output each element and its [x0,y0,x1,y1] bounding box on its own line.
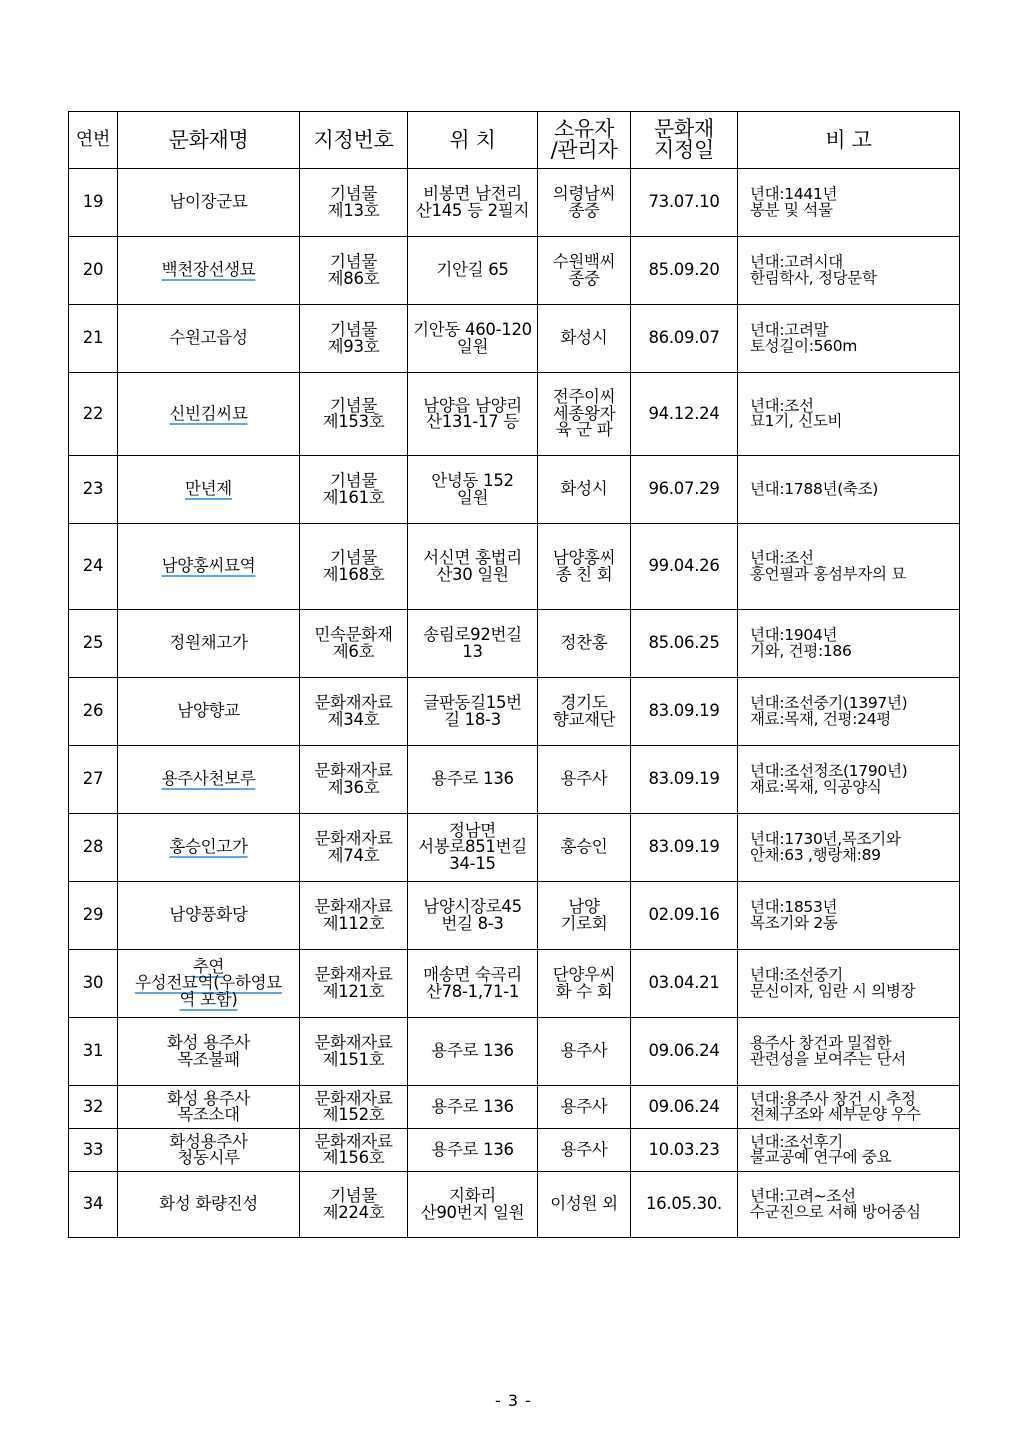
name-cell [118,373,300,456]
name-cell [118,814,300,882]
table-header-row [69,112,960,169]
date-cell: 83.09.19 [631,746,738,814]
header-serial: 연번 [69,112,118,169]
owner-cell: 전주이씨 세종왕자 육 군 파 [538,373,631,456]
heritage-name-link[interactable]: 홍승인고가 [169,837,248,857]
header-designation: 지정번호 [300,112,408,169]
date-cell: 83.09.19 [631,814,738,882]
date-cell: 10.03.23 [631,1129,738,1172]
note-cell: 년대:1788년(축조) [738,456,960,524]
note-cell: 년대:고려시대 한림학사, 정당문학 [738,237,960,305]
note-cell: 년대:조선 묘1기, 신도비 [738,373,960,456]
designation-cell: 기념물 제153호 [300,373,408,456]
location-cell: 비봉면 남전리 산145 등 2필지 [408,169,538,237]
table-row [69,169,960,237]
date-cell: 83.09.19 [631,678,738,746]
designation-cell: 문화재자료 제152호 [300,1086,408,1129]
name-cell: 수원고읍성 [118,305,300,373]
designation-cell: 문화재자료 제151호 [300,1018,408,1086]
date-cell: 94.12.24 [631,373,738,456]
owner-cell: 용주사 [538,746,631,814]
note-cell: 년대:용주사 창건 시 추정 전체구조와 세부문양 우수 [738,1086,960,1129]
designation-cell: 기념물 제224호 [300,1172,408,1238]
owner-cell: 홍승인 [538,814,631,882]
designation-cell: 문화재자료 제34호 [300,678,408,746]
serial-cell: 24 [69,524,118,610]
location-cell: 서신면 홍법리 산30 일원 [408,524,538,610]
serial-cell: 34 [69,1172,118,1238]
location-cell: 지화리 산90번지 일원 [408,1172,538,1238]
name-cell [118,524,300,610]
note-cell: 년대:고려말 토성길이:560m [738,305,960,373]
serial-cell: 19 [69,169,118,237]
date-cell: 85.06.25 [631,610,738,678]
header-owner: 소유자 /관리자 [538,112,631,169]
date-cell: 16.05.30. [631,1172,738,1238]
note-cell: 년대:1853년 목조기와 2동 [738,882,960,950]
date-cell: 96.07.29 [631,456,738,524]
designation-cell: 문화재자료 제156호 [300,1129,408,1172]
designation-cell: 기념물 제86호 [300,237,408,305]
serial-cell: 26 [69,678,118,746]
owner-cell: 용주사 [538,1129,631,1172]
name-cell: 화성 용주사 목조소대 [118,1086,300,1129]
date-cell: 73.07.10 [631,169,738,237]
location-cell: 용주로 136 [408,746,538,814]
owner-cell: 정찬홍 [538,610,631,678]
date-cell: 02.09.16 [631,882,738,950]
owner-cell: 의령남씨 종중 [538,169,631,237]
location-cell: 용주로 136 [408,1086,538,1129]
designation-cell: 문화재자료 제112호 [300,882,408,950]
table-row [69,882,960,950]
name-cell [118,237,300,305]
serial-cell: 21 [69,305,118,373]
table-row [69,1086,960,1129]
name-cell: 남양향교 [118,678,300,746]
location-cell: 기안동 460-120 일원 [408,305,538,373]
note-cell: 년대:1904년 기와, 건평:186 [738,610,960,678]
location-cell: 송림로92번길 13 [408,610,538,678]
heritage-table [68,111,960,1238]
location-cell: 기안길 65 [408,237,538,305]
owner-cell: 수원백씨 종중 [538,237,631,305]
date-cell: 85.09.20 [631,237,738,305]
location-cell: 매송면 숙곡리 산78-1,71-1 [408,950,538,1018]
date-cell: 99.04.26 [631,524,738,610]
serial-cell: 31 [69,1018,118,1086]
note-cell: 년대:조선 홍언필과 홍섬부자의 묘 [738,524,960,610]
table-row [69,373,960,456]
heritage-name-link[interactable]: 용주사천보루 [161,769,256,789]
serial-cell: 23 [69,456,118,524]
name-cell: 화성용주사 청동시루 [118,1129,300,1172]
serial-cell: 28 [69,814,118,882]
owner-cell: 화성시 [538,305,631,373]
owner-cell: 단양우씨 화 수 회 [538,950,631,1018]
owner-cell: 경기도 향교재단 [538,678,631,746]
note-cell: 년대:고려~조선 수군진으로 서해 방어중심 [738,1172,960,1238]
note-cell: 년대:1730년,목조기와 안채:63 ,행랑채:89 [738,814,960,882]
serial-cell: 30 [69,950,118,1018]
table-row [69,610,960,678]
table-row [69,524,960,610]
serial-cell: 27 [69,746,118,814]
name-cell: 화성 용주사 목조불패 [118,1018,300,1086]
serial-cell: 22 [69,373,118,456]
serial-cell: 33 [69,1129,118,1172]
location-cell: 안녕동 152 일원 [408,456,538,524]
table-row [69,305,960,373]
location-cell: 남양읍 남양리 산131-17 등 [408,373,538,456]
date-cell: 09.06.24 [631,1086,738,1129]
table-row [69,950,960,1018]
designation-cell: 기념물 제161호 [300,456,408,524]
designation-cell: 기념물 제93호 [300,305,408,373]
designation-cell: 기념물 제168호 [300,524,408,610]
heritage-name-link[interactable]: 추연 우성전묘역(우하영묘 역 포함) [135,956,282,1009]
owner-cell: 남양홍씨 종 친 회 [538,524,631,610]
note-cell: 용주사 창건과 밀접한 관련성을 보여주는 단서 [738,1018,960,1086]
header-name: 문화재명 [118,112,300,169]
owner-cell: 용주사 [538,1086,631,1129]
name-cell: 정원채고가 [118,610,300,678]
heritage-name-link[interactable]: 남양홍씨묘역 [161,556,256,576]
location-cell: 남양시장로45 번길 8-3 [408,882,538,950]
heritage-name-link[interactable]: 만년제 [185,479,232,499]
date-cell: 09.06.24 [631,1018,738,1086]
owner-cell: 남양 기로회 [538,882,631,950]
date-cell: 86.09.07 [631,305,738,373]
designation-cell: 기념물 제13호 [300,169,408,237]
serial-cell: 32 [69,1086,118,1129]
table-row [69,746,960,814]
designation-cell: 문화재자료 제74호 [300,814,408,882]
table-row [69,1129,960,1172]
owner-cell: 용주사 [538,1018,631,1086]
name-cell: 남이장군묘 [118,169,300,237]
name-cell: 남양풍화당 [118,882,300,950]
note-cell: 년대:조선중기(1397년) 재료:목재, 건평:24평 [738,678,960,746]
name-cell [118,746,300,814]
header-location: 위 치 [408,112,538,169]
serial-cell: 29 [69,882,118,950]
page-number: - 3 - [495,1391,532,1410]
note-cell: 년대:조선중기 문신이자, 임란 시 의병장 [738,950,960,1018]
date-cell: 03.04.21 [631,950,738,1018]
name-cell: 화성 화량진성 [118,1172,300,1238]
table-row [69,237,960,305]
owner-cell: 화성시 [538,456,631,524]
location-cell: 정남면 서봉로851번길 34-15 [408,814,538,882]
serial-cell: 25 [69,610,118,678]
location-cell: 용주로 136 [408,1018,538,1086]
designation-cell: 문화재자료 제36호 [300,746,408,814]
designation-cell: 문화재자료 제121호 [300,950,408,1018]
table-row [69,456,960,524]
heritage-name-link[interactable]: 백천장선생묘 [161,260,256,280]
serial-cell: 20 [69,237,118,305]
header-date: 문화재 지정일 [631,112,738,169]
name-cell [118,950,300,1018]
location-cell: 용주로 136 [408,1129,538,1172]
location-cell: 글판동길15번 길 18-3 [408,678,538,746]
designation-cell: 민속문화재 제6호 [300,610,408,678]
heritage-name-link[interactable]: 신빈김씨묘 [169,403,248,423]
table-row [69,814,960,882]
table-body [69,169,960,1238]
note-cell: 년대:1441년 봉분 및 석물 [738,169,960,237]
owner-cell: 이성원 외 [538,1172,631,1238]
header-note: 비 고 [738,112,960,169]
note-cell: 년대:조선정조(1790년) 재료:목재, 익공양식 [738,746,960,814]
table-row [69,1018,960,1086]
table-row [69,678,960,746]
table-row [69,1172,960,1238]
name-cell [118,456,300,524]
note-cell: 년대:조선후기 불교공예 연구에 중요 [738,1129,960,1172]
